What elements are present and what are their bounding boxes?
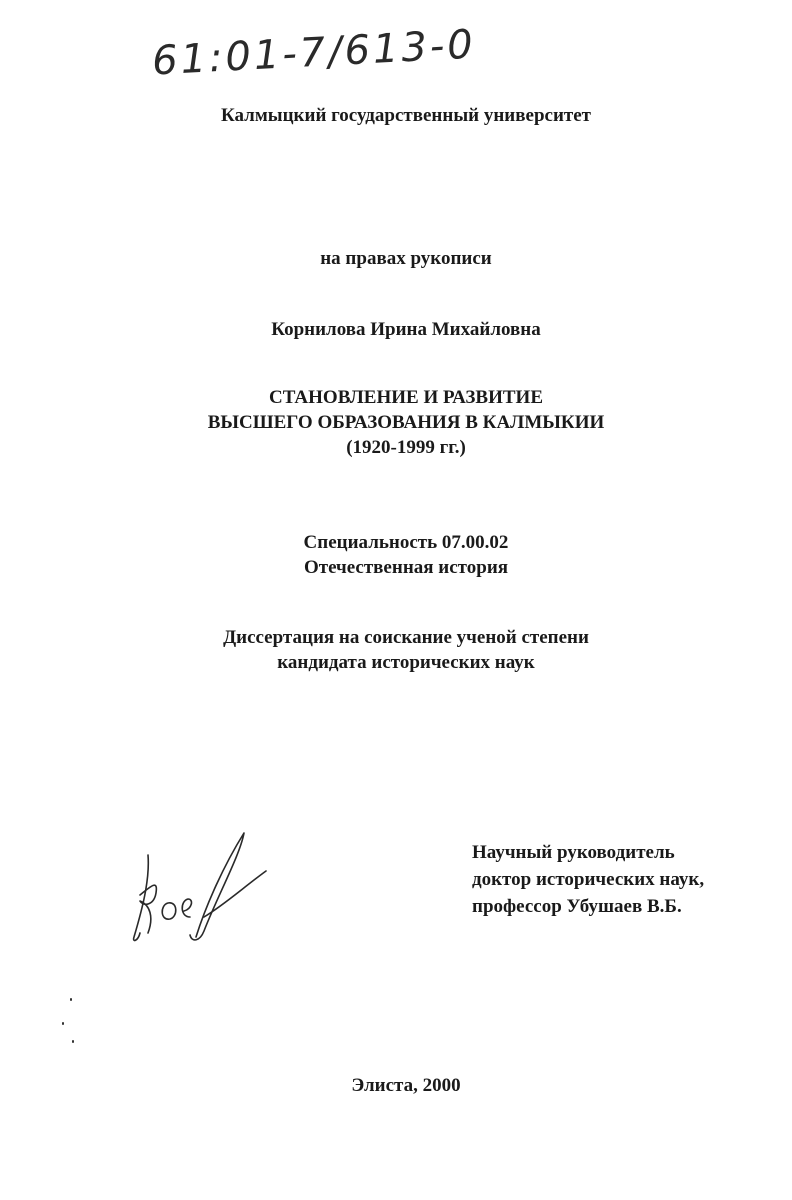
scan-speck: [70, 998, 72, 1001]
handwritten-archive-code: 61:01-7/613-0: [151, 21, 477, 85]
manuscript-note: на правах рукописи: [320, 248, 492, 269]
title-line-1: СТАНОВЛЕНИЕ И РАЗВИТИЕ: [268, 387, 544, 408]
degree-line-1: Диссертация на соискание ученой степени: [223, 627, 589, 648]
title-years: (1920-1999 гг.): [346, 437, 466, 458]
supervisor-name: профессор Убушаев В.Б.: [472, 896, 682, 917]
specialty-code: Специальность 07.00.02: [303, 532, 509, 553]
title-line-2: ВЫСШЕГО ОБРАЗОВАНИЯ В КАЛМЫКИИ: [207, 412, 605, 433]
author-name: Корнилова Ирина Михайловна: [271, 319, 541, 340]
handwritten-signature: [120, 825, 280, 955]
degree-line-2: кандидата исторических наук: [277, 652, 535, 673]
specialty-name: Отечественная история: [303, 557, 509, 578]
scan-speck: [72, 1040, 74, 1043]
supervisor-degree: доктор исторических наук,: [472, 869, 705, 890]
university-name: Калмыцкий государственный университет: [220, 105, 591, 126]
scan-speck: [62, 1022, 64, 1025]
supervisor-block: [472, 839, 704, 920]
place-and-year: Элиста, 2000: [351, 1075, 461, 1096]
supervisor-role: Научный руководитель: [472, 842, 675, 863]
